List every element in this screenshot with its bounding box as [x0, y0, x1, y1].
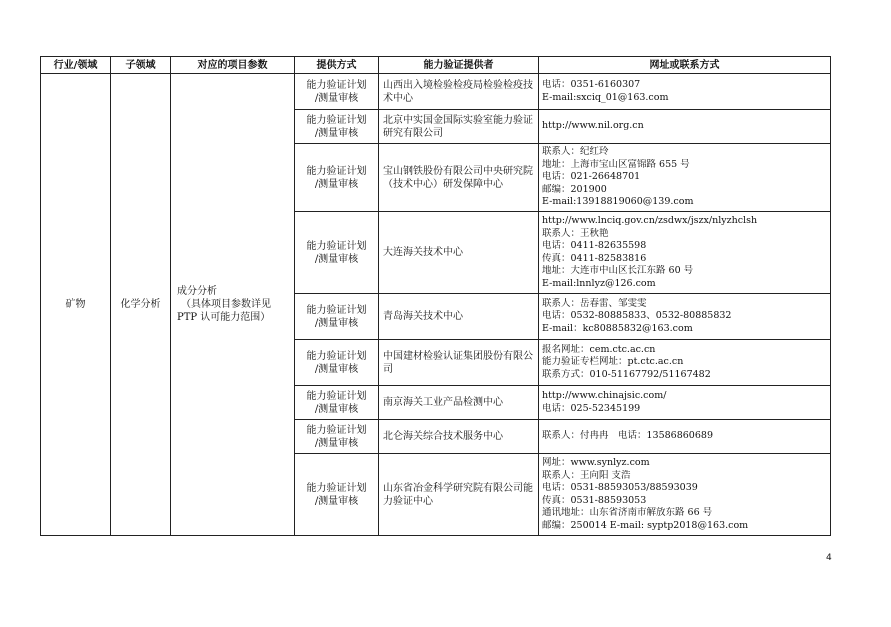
contact-line: 传真：0411-82583816: [542, 252, 647, 264]
contact-cell: [539, 294, 831, 340]
header-contact: 网址或联系方式: [539, 57, 831, 74]
contact-line: E-mail：kc80885832@163.com: [542, 322, 693, 334]
method-cell: [295, 110, 379, 144]
table-row: [41, 74, 831, 110]
contact-cell: [539, 212, 831, 294]
contact-line: 网址：www.synlyz.com: [542, 457, 650, 468]
method-cell: [295, 386, 379, 420]
method-cell: [295, 74, 379, 110]
method-line: /测量审核: [314, 437, 359, 449]
provider-cell: 青岛海关技术中心: [379, 294, 539, 340]
contact-line: 邮编：201900: [542, 183, 607, 195]
contact-line: 报名网址：cem.ctc.ac.cn: [542, 343, 656, 355]
method-line: 能力验证计划: [306, 424, 367, 436]
contact-line: http://www.lnciq.gov.cn/zsdwx/jszx/nlyzhclsh: [542, 215, 758, 226]
subfield-cell: 化学分析: [111, 74, 171, 536]
method-line: /测量审核: [314, 178, 359, 190]
contact-cell: [539, 144, 831, 212]
pt-provider-table: [40, 56, 831, 536]
contact-cell: [539, 386, 831, 420]
industry-cell: 矿物: [41, 74, 111, 536]
contact-cell: [539, 454, 831, 536]
document-page: [40, 56, 830, 536]
contact-line: 电话：025-52345199: [542, 402, 641, 414]
method-cell: [295, 454, 379, 536]
header-method: 提供方式: [295, 57, 379, 74]
contact-line: 联系人：王秋艳: [542, 227, 609, 239]
parameter-line: 成分分析: [177, 286, 217, 297]
provider-cell: 大连海关技术中心: [379, 212, 539, 294]
provider-cell: 北京中实国金国际实验室能力验证研究有限公司: [379, 110, 539, 144]
page-number: 4: [826, 553, 832, 563]
contact-line: 传真：0531-88593053: [542, 494, 647, 506]
contact-line: 电话：0351-6160307: [542, 79, 641, 90]
method-line: 能力验证计划: [306, 390, 367, 402]
contact-line: E-mail:sxciq_01@163.com: [542, 91, 669, 103]
method-cell: [295, 212, 379, 294]
parameter-cell: [171, 74, 295, 536]
method-line: 能力验证计划: [306, 482, 367, 494]
method-line: /测量审核: [314, 253, 359, 265]
method-line: /测量审核: [314, 403, 359, 415]
provider-cell: 南京海关工业产品检测中心: [379, 386, 539, 420]
contact-line: 联系人：纪红玲: [542, 146, 609, 158]
contact-line: 邮编：250014 E-mail: syptp2018@163.com: [542, 519, 749, 531]
method-line: /测量审核: [314, 92, 359, 104]
method-cell: [295, 144, 379, 212]
method-line: 能力验证计划: [306, 114, 367, 126]
contact-line: 地址：大连市中山区长江东路 60 号: [542, 265, 694, 276]
method-cell: [295, 294, 379, 340]
contact-line: 联系人：岳春雷、邹雯雯: [542, 297, 647, 309]
method-line: 能力验证计划: [306, 79, 367, 91]
contact-line: 电话：0411-82635598: [542, 240, 647, 251]
contact-line: 电话：021-26648701: [542, 171, 641, 183]
method-line: 能力验证计划: [306, 304, 367, 316]
method-line: 能力验证计划: [306, 240, 367, 252]
method-line: /测量审核: [314, 317, 359, 329]
contact-line: 电话：0531-88593053/88593039: [542, 482, 698, 493]
provider-cell: 北仑海关综合技术服务中心: [379, 420, 539, 454]
header-parameter: 对应的项目参数: [171, 57, 295, 74]
contact-line: E-mail:lnnlyz@126.com: [542, 277, 656, 289]
provider-cell: 宝山钢铁股份有限公司中央研究院（技术中心）研发保障中心: [379, 144, 539, 212]
header-subfield: 子领域: [111, 57, 171, 74]
contact-line: 地址：上海市宝山区富锦路 655 号: [542, 158, 690, 170]
contact-line: 电话：0532-80885833、0532-80885832: [542, 310, 732, 322]
method-line: 能力验证计划: [306, 350, 367, 362]
table-header-row: [41, 57, 831, 74]
parameter-line: PTP 认可能力范围）: [177, 312, 271, 323]
method-cell: [295, 420, 379, 454]
provider-cell: 中国建材检验认证集团股份有限公司: [379, 340, 539, 386]
method-cell: [295, 340, 379, 386]
contact-cell: [539, 420, 831, 454]
method-line: /测量审核: [314, 495, 359, 507]
contact-cell: [539, 74, 831, 110]
contact-line: 通讯地址：山东省济南市解放东路 66 号: [542, 507, 713, 518]
provider-cell: 山西出入境检验检疫局检验检疫技术中心: [379, 74, 539, 110]
contact-line: http://www.nil.org.cn: [542, 120, 644, 132]
contact-line: 联系人：付冉冉 电话：13586860689: [542, 430, 713, 442]
contact-cell: [539, 340, 831, 386]
contact-cell: [539, 110, 831, 144]
header-industry: 行业/领域: [41, 57, 111, 74]
provider-cell: 山东省冶金科学研究院有限公司能力验证中心: [379, 454, 539, 536]
contact-line: 联系人：王向阳 支浩: [542, 469, 631, 481]
contact-line: 能力验证专栏网址：pt.ctc.ac.cn: [542, 356, 684, 368]
method-line: /测量审核: [314, 363, 359, 375]
parameter-line: （具体项目参数详见: [181, 299, 271, 310]
method-line: /测量审核: [314, 127, 359, 139]
contact-line: 联系方式：010-51167792/51167482: [542, 368, 711, 380]
contact-line: http://www.chinajsic.com/: [542, 390, 667, 401]
header-provider: 能力验证提供者: [379, 57, 539, 74]
contact-line: E-mail:13918819060@139.com: [542, 196, 694, 208]
method-line: 能力验证计划: [306, 165, 367, 177]
